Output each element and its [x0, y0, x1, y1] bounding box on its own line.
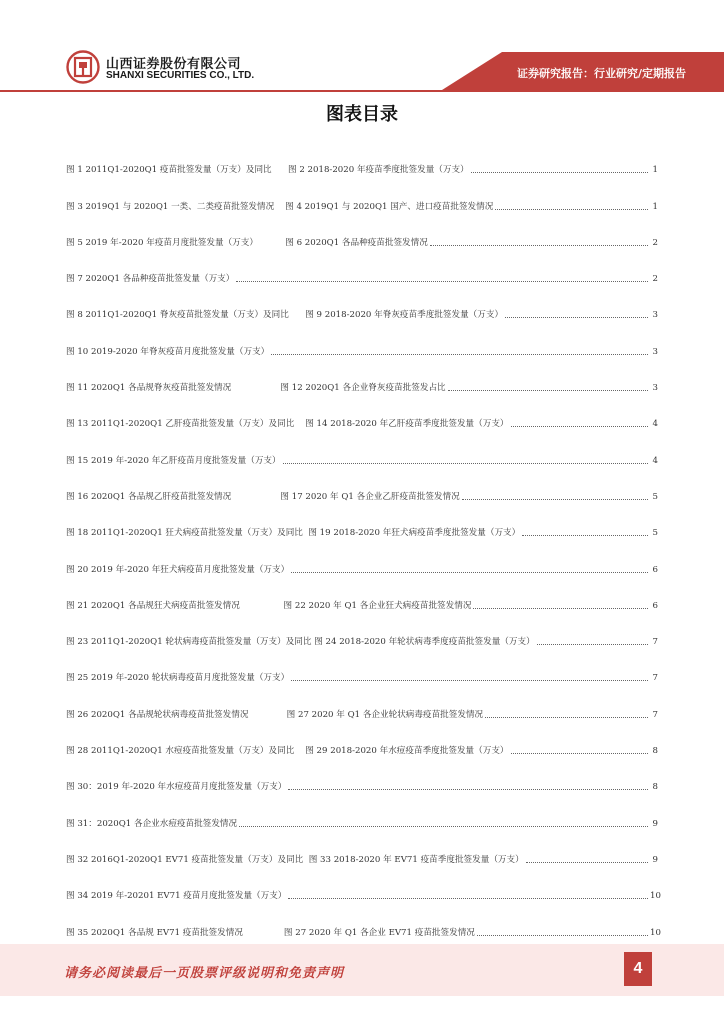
toc-entry[interactable] — [66, 175, 658, 211]
toc-leader-dots — [473, 608, 648, 609]
toc-entry-label: 图 7 2020Q1 各品种疫苗批签发量（万支） — [66, 274, 235, 285]
toc-entry[interactable] — [66, 466, 658, 502]
toc-entry-label: 图 10 2019-2020 年脊灰疫苗月度批签发量（万支） — [66, 346, 270, 357]
toc-leader-dots — [283, 463, 648, 464]
toc-entry[interactable] — [66, 248, 658, 284]
toc-entry-page: 5 — [652, 528, 658, 539]
toc-leader-dots — [511, 753, 648, 754]
toc-entry-page: 7 — [652, 709, 658, 720]
page-title: 图表目录 — [326, 104, 398, 125]
toc-entry-page: 1 — [652, 165, 658, 176]
page-number: 4 — [624, 952, 652, 986]
toc-entry[interactable] — [66, 357, 658, 393]
toc-entry[interactable] — [66, 320, 658, 356]
toc-entry[interactable] — [66, 393, 658, 429]
toc-entry[interactable] — [66, 901, 661, 938]
toc-leader-dots — [526, 862, 648, 863]
toc-entry-page: 6 — [652, 564, 658, 575]
toc-entry-label: 图 31：2020Q1 各企业水痘疫苗批签发情况 — [66, 818, 238, 829]
toc-entry-label: 图 26 2020Q1 各品规轮状病毒疫苗批签发情况 图 27 2020 年 Q1 各企业轮状病毒疫苗批签发情况 — [66, 709, 484, 720]
toc-entry[interactable] — [66, 683, 658, 719]
toc-entry-label: 图 25 2019 年-2020 轮状病毒疫苗月度批签发量（万支） — [66, 673, 290, 684]
toc-leader-dots — [522, 535, 648, 536]
toc-entry-page: 7 — [652, 637, 658, 648]
toc-leader-dots — [448, 390, 648, 391]
toc-leader-dots — [537, 644, 648, 645]
toc-leader-dots — [291, 572, 648, 573]
toc-entry[interactable] — [66, 611, 658, 647]
toc-entry-label: 图 5 2019 年-2020 年疫苗月度批签发量（万支） 图 6 2020Q1 各品种疫苗批签发情况 — [66, 237, 428, 248]
toc-entry[interactable] — [66, 212, 658, 248]
toc-entry-page: 3 — [652, 383, 658, 394]
toc-entry[interactable] — [66, 647, 658, 683]
toc-leader-dots — [288, 898, 648, 899]
toc-entry[interactable] — [66, 720, 658, 756]
toc-leader-dots — [471, 172, 648, 173]
toc-entry[interactable] — [66, 865, 661, 902]
toc-entry-label: 图 15 2019 年-2020 年乙肝疫苗月度批签发量（万支） — [66, 455, 281, 466]
toc-entry-label: 图 1 2011Q1-2020Q1 疫苗批签发量（万支）及同比 图 2 2018-2020 年疫苗季度批签发量（万支） — [66, 165, 469, 176]
toc-entry-label: 图 34 2019 年-20201 EV71 疫苗月度批签发量（万支） — [66, 891, 287, 902]
toc-entry-label: 图 16 2020Q1 各品规乙肝疫苗批签发情况 图 17 2020 年 Q1 各企业乙肝疫苗批签发情况 — [66, 491, 460, 502]
toc-entry[interactable] — [66, 829, 658, 865]
toc-entry-label: 图 21 2020Q1 各品规狂犬病疫苗批签发情况 图 22 2020 年 Q1 各企业狂犬病疫苗批签发情况 — [66, 600, 472, 611]
toc-entry-label: 图 3 2019Q1 与 2020Q1 一类、二类疫苗批签发情况 图 4 2019Q1 与 2020Q1 国产、进口疫苗批签发情况 — [66, 201, 494, 212]
table-of-contents — [66, 139, 661, 938]
toc-leader-dots — [485, 717, 648, 718]
toc-leader-dots — [495, 209, 648, 210]
toc-entry-label: 图 28 2011Q1-2020Q1 水痘疫苗批签发量（万支）及同比 图 29 2018-2020 年水痘疫苗季度批签发量（万支） — [66, 746, 509, 757]
toc-entry-page: 2 — [652, 237, 658, 248]
toc-entry-page: 8 — [652, 746, 658, 757]
toc-entry[interactable] — [66, 139, 658, 175]
header-divider — [0, 90, 724, 92]
company-name-cn: 山西证券股份有限公司 — [106, 57, 242, 72]
toc-entry-page: 2 — [652, 274, 658, 285]
toc-entry-label: 图 13 2011Q1-2020Q1 乙肝疫苗批签发量（万支）及同比 图 14 2018-2020 年乙肝疫苗季度批签发量（万支） — [66, 419, 509, 430]
toc-entry-page: 10 — [650, 891, 661, 902]
toc-leader-dots — [291, 680, 648, 681]
toc-entry[interactable] — [66, 792, 658, 828]
toc-entry-label: 图 20 2019 年-2020 年狂犬病疫苗月度批签发量（万支） — [66, 564, 290, 575]
toc-entry[interactable] — [66, 756, 658, 792]
toc-entry[interactable] — [66, 575, 658, 611]
toc-entry[interactable] — [66, 284, 658, 320]
toc-leader-dots — [239, 826, 648, 827]
page-header — [0, 0, 724, 100]
toc-leader-dots — [511, 426, 648, 427]
toc-entry-page: 6 — [652, 600, 658, 611]
toc-leader-dots — [236, 281, 648, 282]
toc-entry-page: 4 — [652, 419, 658, 430]
toc-entry-label: 图 30：2019 年-2020 年水痘疫苗月度批签发量（万支） — [66, 782, 287, 793]
toc-entry-page: 1 — [652, 201, 658, 212]
toc-entry-page: 9 — [652, 818, 658, 829]
toc-entry-label: 图 35 2020Q1 各品规 EV71 疫苗批签发情况 图 27 2020 年 Q1 各企业 EV71 疫苗批签发情况 — [66, 927, 475, 938]
toc-entry-label: 图 32 2016Q1-2020Q1 EV71 疫苗批签发量（万支）及同比 图 33 2018-2020 年 EV71 疫苗季度批签发量（万支） — [66, 854, 524, 865]
toc-entry-page: 10 — [650, 927, 661, 938]
report-type-label: 证券研究报告：行业研究/定期报告 — [516, 67, 686, 80]
toc-entry-page: 7 — [652, 673, 658, 684]
toc-entry-label: 图 11 2020Q1 各品规脊灰疫苗批签发情况 图 12 2020Q1 各企业脊灰疫苗批签发占比 — [66, 383, 446, 394]
toc-entry-page: 9 — [652, 854, 658, 865]
toc-entry-page: 3 — [652, 310, 658, 321]
toc-entry-page: 5 — [652, 491, 658, 502]
toc-entry-page: 3 — [652, 346, 658, 357]
company-name-en: SHANXI SECURITIES CO., LTD. — [106, 70, 255, 81]
toc-entry-label: 图 23 2011Q1-2020Q1 轮状病毒疫苗批签发量（万支）及同比 图 24 2018-2020 年轮状病毒季度疫苗批签发量（万支） — [66, 637, 535, 648]
toc-entry[interactable] — [66, 502, 658, 538]
toc-entry[interactable] — [66, 429, 658, 465]
toc-leader-dots — [271, 354, 648, 355]
toc-entry-label: 图 18 2011Q1-2020Q1 狂犬病疫苗批签发量（万支）及同比 图 19 2018-2020 年狂犬病疫苗季度批签发量（万支） — [66, 528, 521, 539]
toc-leader-dots — [288, 789, 648, 790]
toc-leader-dots — [462, 499, 648, 500]
toc-leader-dots — [505, 317, 648, 318]
toc-entry-page: 4 — [652, 455, 658, 466]
company-logo-icon — [66, 50, 100, 84]
toc-entry-label: 图 8 2011Q1-2020Q1 脊灰疫苗批签发量（万支）及同比 图 9 2018-2020 年脊灰疫苗季度批签发量（万支） — [66, 310, 504, 321]
toc-leader-dots — [477, 935, 648, 936]
toc-leader-dots — [430, 245, 648, 246]
toc-entry[interactable] — [66, 538, 658, 574]
toc-entry-page: 8 — [652, 782, 658, 793]
disclaimer-text: 请务必阅读最后一页股票评级说明和免责声明 — [64, 966, 345, 981]
